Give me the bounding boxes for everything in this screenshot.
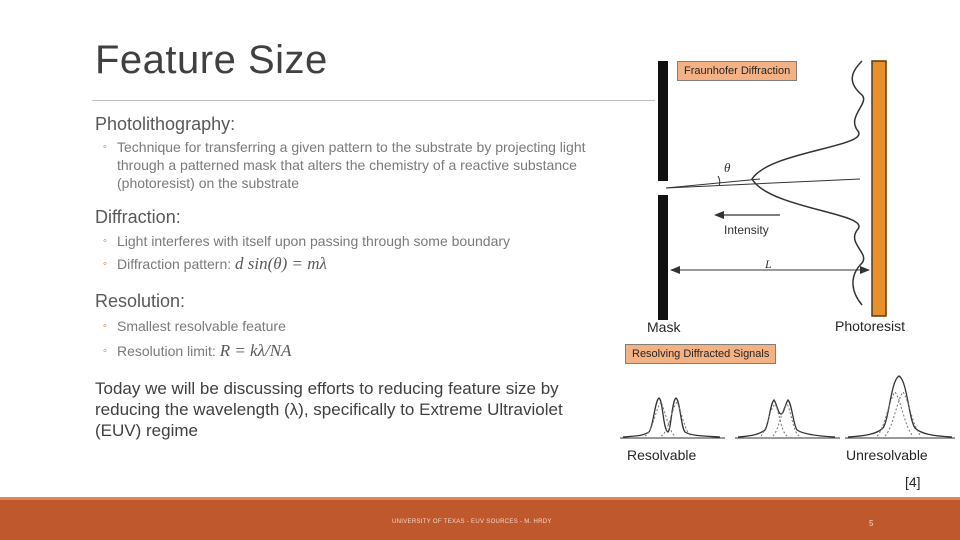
- slide-title: Feature Size: [95, 38, 328, 82]
- resolvable-peaks: [620, 398, 725, 438]
- resolution-equation: R = kλ/NA: [219, 341, 292, 360]
- diffraction-diagram: [600, 55, 960, 325]
- mask-label: Mask: [647, 319, 681, 335]
- resolution-text-2: Resolution limit:: [117, 343, 220, 359]
- bullet-icon: ◦: [103, 345, 107, 357]
- footer-text: UNIVERSITY OF TEXAS - EUV SOURCES - M. HRDY: [392, 519, 552, 525]
- citation-label: [4]: [905, 474, 921, 490]
- resolution-peaks-diagram: [615, 370, 960, 445]
- diffraction-bullet-1: [103, 232, 617, 250]
- distance-label: L: [765, 257, 772, 271]
- mask-upper-bar: [658, 61, 668, 181]
- resolving-signals-label: Resolving Diffracted Signals: [625, 344, 776, 364]
- intensity-arrowhead: [714, 211, 724, 219]
- bullet-icon: ◦: [103, 258, 107, 270]
- title-divider: [92, 100, 655, 101]
- unresolvable-peaks: [845, 376, 955, 438]
- partially-resolved-peaks: [735, 400, 840, 438]
- unresolvable-label: Unresolvable: [846, 447, 928, 463]
- resolution-bullet-2: [103, 341, 617, 360]
- diffraction-text-2: Diffraction pattern:: [117, 256, 236, 272]
- distance-arrowhead-left: [670, 266, 680, 274]
- diffraction-equation: d sin(θ) = mλ: [235, 254, 327, 273]
- diffraction-bullet-2: [103, 254, 617, 273]
- photolithography-text: Technique for transferring a given pattern to the substrate by projecting light through a patterned mask that alters the chemistry of a reactive substance (photoresist) on the substrate: [117, 139, 586, 191]
- angle-line: [666, 179, 760, 188]
- page-number: 5: [869, 519, 874, 528]
- angle-arc: [718, 176, 720, 186]
- mask-lower-bar: [658, 195, 668, 320]
- distance-arrowhead-right: [860, 266, 870, 274]
- intensity-label: Intensity: [724, 223, 769, 237]
- photoresist-label: Photoresist: [835, 318, 906, 334]
- heading-resolution: Resolution:: [95, 291, 186, 311]
- heading-diffraction: Diffraction:: [95, 207, 181, 227]
- resolution-bullet-1: [103, 317, 617, 335]
- fraunhofer-label: Fraunhofer Diffraction: [677, 61, 797, 81]
- photolithography-bullet: [103, 138, 622, 192]
- theta-label: θ: [724, 160, 731, 175]
- bullet-icon: ◦: [103, 235, 107, 247]
- diffraction-text-1: Light interferes with itself upon passing through some boundary: [117, 233, 511, 249]
- center-line: [666, 179, 860, 188]
- photoresist-bar: [872, 61, 886, 316]
- resolution-text-1: Smallest resolvable feature: [117, 318, 286, 334]
- bullet-icon: ◦: [103, 141, 107, 153]
- bullet-icon: ◦: [103, 320, 107, 332]
- summary-paragraph: Today we will be discussing efforts to reducing feature size by reducing the wavelength (λ), specifically to Extreme Ultraviolet (EUV) regime: [95, 379, 563, 440]
- heading-photolithography: Photolithography:: [95, 114, 236, 134]
- resolvable-label: Resolvable: [627, 447, 697, 463]
